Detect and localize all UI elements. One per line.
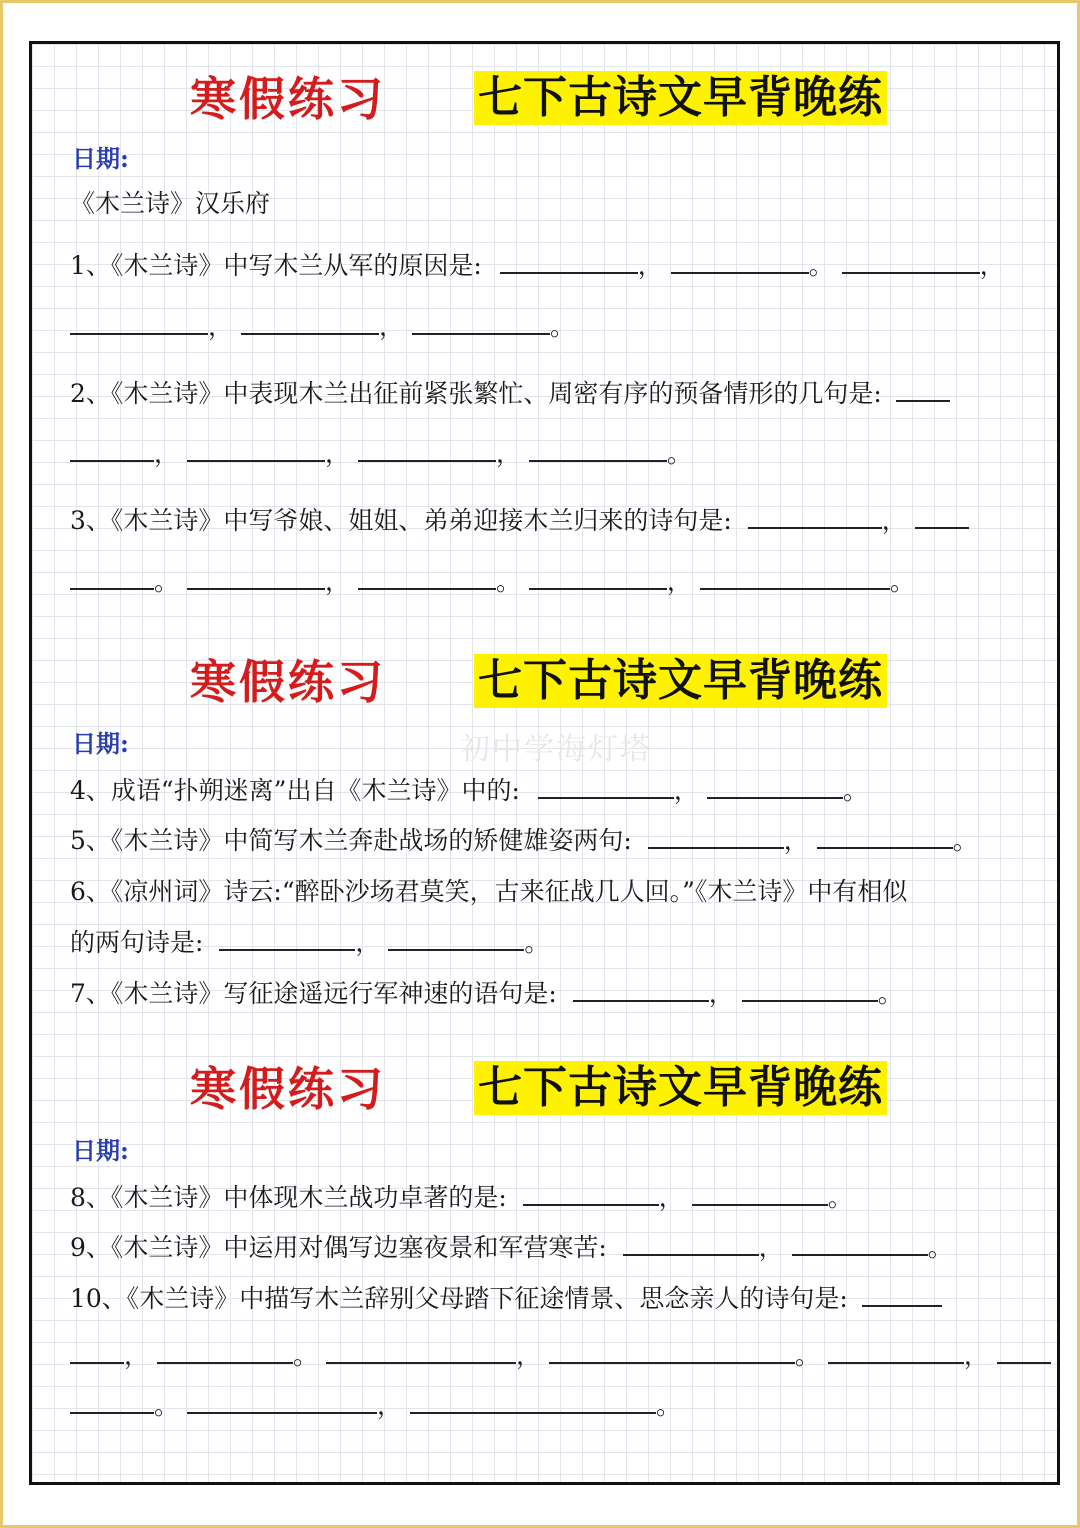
- answer-blank[interactable]: [529, 566, 667, 590]
- header-1: [32, 69, 1057, 129]
- answer-blank[interactable]: [828, 1340, 964, 1364]
- watermark: 初中学海灯塔: [460, 732, 652, 767]
- answer-blank[interactable]: [538, 775, 674, 799]
- question-7: 7、《木兰诗》写征途遥远行军神速的语句是: ， 。: [70, 979, 903, 1008]
- worksheet-title: 七下古诗文早背晚练: [474, 654, 887, 708]
- answer-blank[interactable]: [623, 1232, 759, 1256]
- answer-blank[interactable]: [817, 825, 953, 849]
- answer-blank[interactable]: [862, 1283, 942, 1307]
- question-8: 8、《木兰诗》中体现木兰战功卓著的是: ， 。: [70, 1183, 853, 1212]
- question-3-stem: 3、《木兰诗》中写爷娘、姐姐、弟弟迎接木兰归来的诗句是:: [70, 506, 732, 535]
- question-9: 9、《木兰诗》中运用对偶写边塞夜景和军营寒苦: ， 。: [70, 1233, 953, 1262]
- question-10-cont-2: 。 ， 。: [70, 1389, 681, 1423]
- header-2: [32, 652, 1057, 712]
- question-6-stem: 6、《凉州词》诗云:“醉卧沙场君莫笑，古来征战几人回。”《木兰诗》中有相似: [70, 877, 908, 906]
- question-9-stem: 9、《木兰诗》中运用对偶写边塞夜景和军营寒苦:: [70, 1233, 607, 1262]
- header-3: [32, 1059, 1057, 1119]
- question-2-cont: ， ， ， 。: [70, 437, 692, 471]
- question-6-cont-text: 的两句诗是:: [70, 928, 204, 957]
- answer-blank[interactable]: [70, 311, 208, 335]
- date-label: 日期:: [72, 1136, 129, 1165]
- answer-blank[interactable]: [529, 438, 667, 462]
- answer-blank[interactable]: [358, 566, 496, 590]
- answer-blank[interactable]: [742, 978, 878, 1002]
- question-4-stem: 4、成语“扑朔迷离”出自《木兰诗》中的:: [70, 776, 520, 805]
- question-4: 4、成语“扑朔迷离”出自《木兰诗》中的: ， 。: [70, 776, 868, 805]
- question-1: 1、《木兰诗》中写木兰从军的原因是: ， 。 ，: [70, 251, 1005, 280]
- answer-blank[interactable]: [326, 1340, 516, 1364]
- answer-blank[interactable]: [187, 1390, 377, 1414]
- answer-blank[interactable]: [896, 378, 950, 402]
- worksheet-title: 七下古诗文早背晚练: [474, 1061, 887, 1115]
- question-6-cont: 的两句诗是: ， 。: [70, 928, 550, 957]
- answer-blank[interactable]: [748, 505, 882, 529]
- date-label: 日期:: [72, 144, 129, 173]
- answer-blank[interactable]: [70, 566, 154, 590]
- question-5: 5、《木兰诗》中简写木兰奔赴战场的矫健雄姿两句: ， 。: [70, 826, 978, 855]
- answer-blank[interactable]: [842, 250, 980, 274]
- winter-practice-label: 寒假练习: [190, 1062, 386, 1116]
- question-10-cont: ， 。 ， 。 ，: [70, 1339, 1051, 1373]
- answer-blank[interactable]: [157, 1340, 293, 1364]
- answer-blank[interactable]: [648, 825, 784, 849]
- answer-blank[interactable]: [241, 311, 379, 335]
- answer-blank[interactable]: [573, 978, 709, 1002]
- answer-blank[interactable]: [219, 927, 355, 951]
- answer-blank[interactable]: [410, 1390, 656, 1414]
- question-8-stem: 8、《木兰诗》中体现木兰战功卓著的是:: [70, 1183, 507, 1212]
- worksheet: [29, 41, 1060, 1485]
- date-label: 日期:: [72, 729, 129, 758]
- question-7-stem: 7、《木兰诗》写征途遥远行军神速的语句是:: [70, 979, 557, 1008]
- answer-blank[interactable]: [187, 438, 325, 462]
- answer-blank[interactable]: [997, 1340, 1051, 1364]
- answer-blank[interactable]: [671, 250, 809, 274]
- answer-blank[interactable]: [692, 1182, 828, 1206]
- question-2-stem: 2、《木兰诗》中表现木兰出征前紧张繁忙、周密有序的预备情形的几句是:: [70, 379, 882, 408]
- answer-blank[interactable]: [915, 505, 969, 529]
- winter-practice-label: 寒假练习: [190, 72, 386, 126]
- answer-blank[interactable]: [549, 1340, 795, 1364]
- answer-blank[interactable]: [187, 566, 325, 590]
- answer-blank[interactable]: [388, 927, 524, 951]
- worksheet-title: 七下古诗文早背晚练: [474, 71, 887, 125]
- question-10-stem: 10、《木兰诗》中描写木兰辞别父母踏下征途情景、思念亲人的诗句是:: [70, 1284, 848, 1313]
- answer-blank[interactable]: [792, 1232, 928, 1256]
- question-1-cont: ， ， 。: [70, 310, 575, 344]
- question-2: [70, 377, 950, 411]
- answer-blank[interactable]: [412, 311, 550, 335]
- question-1-stem: 1、《木兰诗》中写木兰从军的原因是:: [70, 251, 482, 280]
- question-3: 3、《木兰诗》中写爷娘、姐姐、弟弟迎接木兰归来的诗句是: ，: [70, 504, 969, 538]
- answer-blank[interactable]: [707, 775, 843, 799]
- question-10: [70, 1282, 942, 1316]
- answer-blank[interactable]: [70, 1390, 154, 1414]
- question-3-cont: 。 ， 。 ， 。: [70, 565, 915, 599]
- poem-source: 《木兰诗》汉乐府: [70, 189, 271, 218]
- winter-practice-label: 寒假练习: [190, 655, 386, 709]
- answer-blank[interactable]: [700, 566, 890, 590]
- answer-blank[interactable]: [523, 1182, 659, 1206]
- answer-blank[interactable]: [500, 250, 638, 274]
- answer-blank[interactable]: [70, 1340, 124, 1364]
- question-6: [70, 875, 907, 909]
- question-5-stem: 5、《木兰诗》中简写木兰奔赴战场的矫健雄姿两句:: [70, 826, 632, 855]
- answer-blank[interactable]: [358, 438, 496, 462]
- answer-blank[interactable]: [70, 438, 154, 462]
